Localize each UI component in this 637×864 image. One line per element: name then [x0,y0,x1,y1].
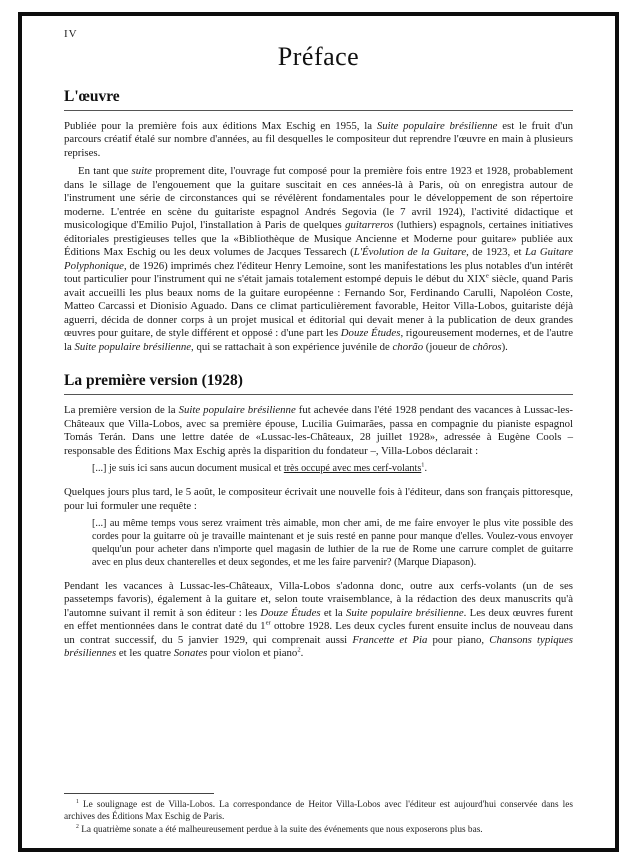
text-run: ottobre 1928. Les deux cycles furent ensuite inclus de nouveau dans un contrat successif, du 5 janvier 1929, qui comprenait aussi [64,620,574,646]
text-run: siècle, quand Paris avait accueilli les plus beaux noms de la guitare européenne : Fernando Sor, Ferdinando Carulli, Napoléon Coste, Matteo Carcassi et Dionisio Aguado. Dans ce climat particulièrement favorable, Heitor Villa-Lobos, guitariste déjà aguerri, décida de donner corps à un projet musical et éditorial qui devait mener à la publication de deux grandes œuvres pour guitare, de style différent et opposé : d'une part les [64,273,573,340]
page-title: Préface [277,42,360,71]
text-run: très occupé avec mes cerf-volants [283,463,422,475]
footnote-ref: e [485,272,489,280]
footnotes-list [64,799,573,836]
text-run: (joueur de [423,340,473,353]
text-run: , de 1923, et [466,246,525,259]
italic-text-run: L'Évolution de la Guitare [353,246,467,259]
text-run: pour piano, [427,633,490,646]
text-run: Quelques jours plus tard, le 5 août, le compositeur écrivait une nouvelle fois à l'éditeur, dans son français pittoresque, pour lui formuler une requête : [64,486,573,512]
text-run: Publiée pour la première fois aux éditions Max Eschig en 1955, la [64,120,377,132]
italic-text-run: Suite populaire brésilienne [345,606,464,619]
italic-text-run: Douze Études [340,327,401,340]
footnote-ref: 2 [297,646,301,654]
paragraph [64,486,573,513]
text-run: . Les deux œuvres furent en effet mentionnées dans le contrat daté du 1 [64,606,573,633]
document-page-frame [18,12,619,852]
text-run: [...] je suis ici sans aucun document musical et [92,463,284,475]
page-content [22,16,615,848]
document-section [64,372,573,661]
italic-text-run: suite [131,165,152,178]
section-heading: La première version (1928) [64,372,573,395]
text-run: est le fruit d'un parcours créatif étalé sur nombre d'années, au fil desquelles le compositeur dut reprendre l'œuvre en main à plusieurs reprises. [64,120,573,159]
italic-text-run: Chansons typiques brésiliennes [64,633,574,660]
italic-text-run: Douze Études [260,606,321,619]
text-run: fut achevée dans l'été 1928 pendant des vacances à Lussac-les-Châteaux que Villa-Lobos, avec sa première épouse, Lucilia Guimarães, passa en compagnie du pianiste espagnol Tomás Terán. Dans une lettre datée de «Lussac-les-Châteaux, 28 juillet 1928», adressée à Eugène Cools – responsable des Éditions Max Eschig après la disparition du fondateur –, Villa-Lobos déclarait : [64,404,574,457]
text-run: . [424,463,427,475]
paragraph [64,120,573,160]
text-run: Pendant les vacances à Lussac-les-Châteaux, Villa-Lobos s'adonna donc, outre aux cerfs-volants (un de ses passetemps favoris), également à la guitare et, selon toute vraisemblance, à la rédaction des deux manuscrits qu'à l'automne suivant il remit à son éditeur : les [64,579,573,619]
italic-text-run: chorão [392,340,424,353]
italic-text-run: Sonates [173,647,208,660]
footnotes [64,789,573,836]
document-body [64,82,573,666]
italic-text-run: guitarreros [345,219,394,232]
text-run: , rigoureusement modernes, et de l'autre la [64,327,573,353]
text-run: (luthiers) espagnols, certaines initiatives éditoriales prestigieuses telles que la «Bibliothèque de Musique Ancienne et Moderne pour guitare» publiée aux Éditions Max Eschig ou les deux volumes de Jacques Tessarech ( [64,219,573,259]
text-run: proprement dite, l'ouvrage fut composé pour la première fois entre 1923 et 1928, probablement dans le sillage de l'engouement que la guitare suscitait en ces années-là à Paris, où on enregistra autour de l'instrument une série de circonstances qui se révélèrent fondamentales pour le développement de son répertoire moderne. L'entrée en scène du guitariste espagnol Andrés Segovia (le 7 avril 1924), l'activité didactique et musicologique d'Emilio Pujol, l'installation à Paris de quelques [64,165,573,232]
text-run: . [300,647,304,660]
paragraph [64,580,573,661]
italic-text-run: Francette et Pia [352,633,428,646]
paragraph [64,404,573,458]
footnote-marker: 2 [76,823,79,830]
italic-text-run: Suite populaire brésilienne [74,340,192,353]
text-run: ). [501,340,508,353]
text-run: [...] au même temps vous serez vraiment très aimable, mon cher ami, de me faire envoyer le plus vite possible des cordes pour la guitarre où je travaille maintenant et je suis resté en panne pour manque d'elles. Voulez-vous envoyer quelqu'un pour acheter dans n'importe quel magasin de luthier de la rue de Rome une carrure complet de guitarre avec en plus deux chanterelles et deux segondes, et me les faire parvenir? (Marque Diapason). [92,518,573,568]
block-quote [92,463,573,476]
footnote-ref: er [265,619,271,627]
section-heading: L'œuvre [64,88,573,111]
page-number: IV [64,28,78,40]
footnote-marker: 1 [76,799,79,806]
text-run: et la [320,606,346,619]
italic-text-run: Suite populaire brésilienne [376,120,498,132]
block-quote [92,518,573,570]
text-run: La première version de la [64,404,179,417]
italic-text-run: Suite populaire brésilienne [178,404,296,417]
footnote-separator [64,793,214,794]
document-section [64,88,573,354]
paragraph [64,165,573,354]
text-run: En tant que [78,165,132,178]
text-run: et les quatre [116,647,174,660]
italic-text-run: chôros [472,340,502,353]
italic-text-run: La Guitare Polyphonique [64,246,573,272]
footnote-ref: 1 [421,461,425,469]
footnote-item: $^1$ Le soulignage est de Villa-Lobos. La correspondance de Heitor Villa-Lobos avec l'éditeur est aujourd'hui conservée dans les archives des Éditions Max Eschig de Paris. [64,799,573,823]
text-run: , de 1926) imprimés chez l'éditeur Henry Lemoine, sont les manifestations les plus notables d'un intérêt tout particulier pour l'instrument qui ne s'était jamais totalement estompé depuis le début du XIX [64,259,573,286]
text-run: , qui se rattachait à son expérience juvénile de [191,340,393,353]
footnote-item: $^2$ La quatrième sonate a été malheureusement perdue à la suite des événements que nous exposerons plus bas. [76,823,483,835]
text-run: pour violon et piano [207,647,298,660]
